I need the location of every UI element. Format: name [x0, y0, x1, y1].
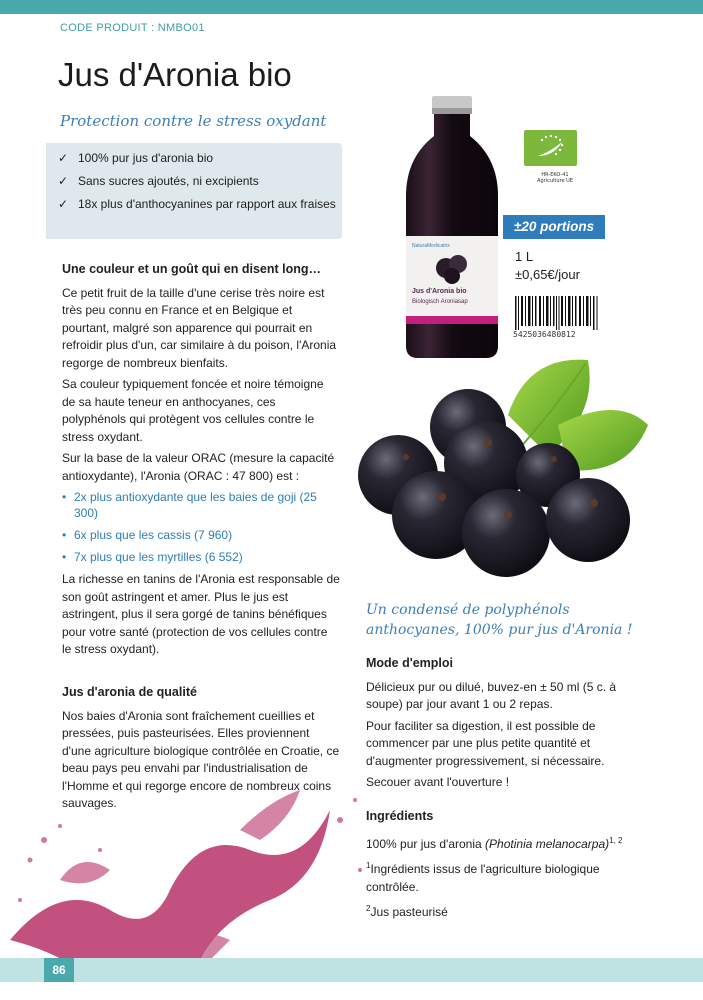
top-bar	[0, 0, 703, 14]
check-icon: ✓	[58, 151, 69, 165]
orac-item: • 6x plus que les cassis (7 960)	[74, 527, 340, 543]
paragraph: Sa couleur typiquement foncée et noire témoigne de sa haute teneur en anthocyanes, ces polyphénols qui protègent vos cellules contre le stress oxydant.	[62, 377, 324, 444]
svg-text:Biologisch Aroniasap: Biologisch Aroniasap	[412, 299, 468, 305]
ingredients-text: 100% pur jus d'aronia (Photinia melanocarpa)$^{1, 2}$	[366, 835, 623, 851]
paragraph: Délicieux pur ou dilué, buvez-en ± 50 ml (5 c. à soupe) par jour avant 1 ou 2 repas.	[366, 679, 617, 711]
paragraph: Sur la base de la valeur ORAC (mesure la capacité antioxydante), l'Aronia (ORAC : 47 800) est :	[62, 451, 335, 483]
check-icon: ✓	[58, 174, 69, 188]
page-subtitle: Protection contre le stress oxydant	[60, 112, 327, 130]
aronia-berries-image	[358, 355, 658, 585]
section-heading: Ingrédients	[366, 809, 434, 823]
paragraph: Nos baies d'Aronia sont fraîchement cueillies et pressées, puis pasteurisées. Elles proviennent d'une agriculture biologique contrôlée en Croatie, ce beau pays peu envahi par l'industrialisation de l'Homme et qui regorge encore de nombreux coins sauvages.	[62, 708, 340, 810]
benefit-item: ✓ 18x plus d'anthocyanines par rapport aux fraises	[58, 197, 336, 211]
benefit-item: ✓ 100% pur jus d'aronia bio	[58, 151, 214, 165]
section-heading: Mode d'emploi	[366, 656, 453, 670]
price-per-day: ±0,65€/jour	[515, 267, 580, 282]
page-number: 86	[44, 958, 74, 982]
paragraph: Pour faciliter sa digestion, il est possible de commencer par une plus petite quantité et d'augmenter progressivement, si nécessaire.	[366, 718, 605, 768]
ingredients-section	[366, 808, 642, 926]
eu-organic-logo	[524, 130, 577, 166]
juice-bottle-image	[398, 96, 506, 358]
slogan: Un condensé de polyphénols anthocyanes, 100% pur jus d'Aronia !	[366, 602, 633, 638]
paragraph: Ce petit fruit de la taille d'une cerise très noire est très peu connu en France et en Belgique et pourtant, malgré son apparence qui pourrait en refroidir plus d'un, car similaire à du poison, l'Aronia regorge de nombreux bienfaits.	[62, 285, 337, 370]
barcode-number: 5425036480812	[513, 330, 576, 339]
section-color-taste	[62, 261, 340, 663]
footnote: $^2$Jus pasteurisé	[366, 904, 448, 919]
orac-item: • 2x plus antioxydante que les baies de goji (25 300)	[74, 489, 340, 521]
page-title: Jus d'Aronia bio	[58, 56, 292, 93]
barcode-image	[515, 296, 599, 330]
benefit-item: ✓ Sans sucres ajoutés, ni excipients	[58, 174, 259, 188]
svg-text:NaturaMedicatrix: NaturaMedicatrix	[412, 243, 450, 249]
section-heading: Jus d'aronia de qualité	[62, 685, 197, 699]
paragraph: La richesse en tanins de l'Aronia est responsable de son goût astringent et amer. Plus le jus est astringent, plus il sera gorgé de tanins bénéfiques pour votre santé (protection de vos cellules contre le stress oxydant).	[62, 572, 340, 656]
orac-list	[62, 489, 340, 565]
volume: 1 L	[515, 249, 534, 264]
benefits-box	[46, 143, 342, 239]
footer-bottom	[0, 982, 703, 1000]
footer-bar	[0, 958, 703, 982]
portions-badge: ±20 portions	[503, 215, 605, 239]
paragraph: Secouer avant l'ouverture !	[366, 775, 510, 789]
product-code: CODE PRODUIT : NMBO01	[60, 22, 205, 34]
svg-text:Jus d'Aronia bio: Jus d'Aronia bio	[412, 288, 467, 295]
orac-item: • 7x plus que les myrtilles (6 552)	[74, 549, 340, 565]
check-icon: ✓	[58, 197, 69, 211]
usage-section	[366, 655, 642, 796]
footnote: $^1$Ingrédients issus de l'agriculture biologique contrôlée.	[366, 861, 600, 894]
volume-price	[515, 248, 580, 284]
section-heading: Une couleur et un goût qui en disent long…	[62, 262, 322, 276]
organic-certification-code: HR-EKO-41 Agriculture UE	[537, 172, 573, 184]
